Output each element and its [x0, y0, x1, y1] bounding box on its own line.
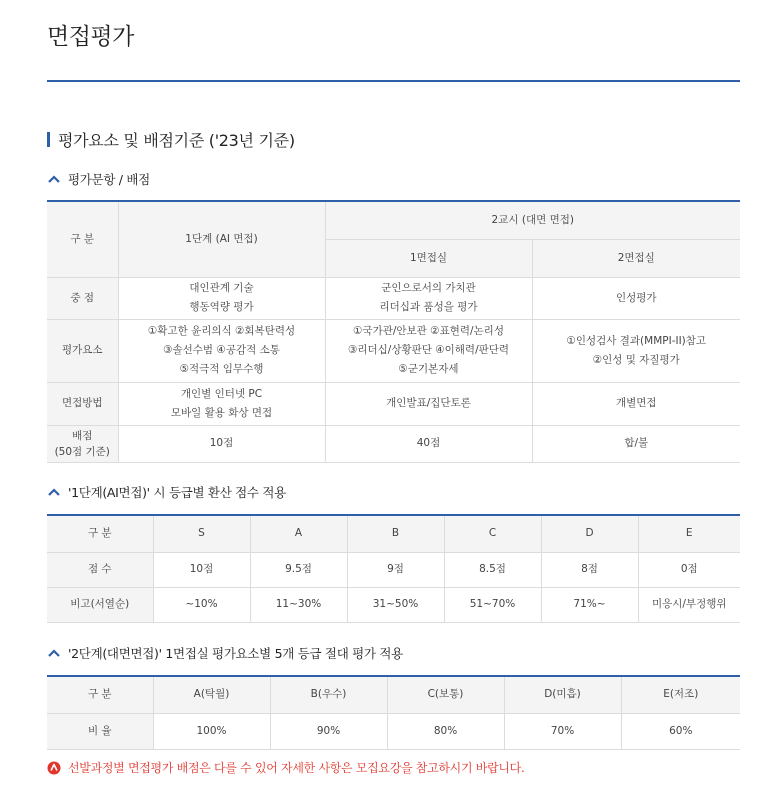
table-cell [118, 277, 325, 319]
table-cell [325, 277, 532, 319]
scoring-table [47, 200, 740, 463]
table-header-category: 구 분 [47, 201, 118, 277]
row-label: 점 수 [47, 552, 153, 587]
cell-line: 군인으로서의 가치관 [381, 282, 476, 294]
cell-line: 개별면접 [615, 397, 657, 409]
cell-line: 인성평가 [615, 291, 657, 304]
table-cell [532, 277, 740, 319]
table-cell: 9.5점 [250, 552, 347, 587]
row-label [47, 425, 118, 462]
table-cell: 0점 [638, 552, 740, 587]
table-header-cell: E [638, 515, 740, 552]
table-row [47, 277, 740, 319]
table-cell [532, 319, 740, 382]
table-cell [118, 319, 325, 382]
table-header-cell: B(우수) [270, 676, 387, 713]
table-header-cell: C [444, 515, 541, 552]
cell-line: ①확고한 윤리의식 ②회복탄력성 [147, 325, 296, 337]
table-cell: 40점 [325, 425, 532, 462]
row-label: 중 점 [47, 277, 118, 319]
table-cell [532, 382, 740, 425]
section-title-text: 평가요소 및 배점기준 ('23년 기준) [58, 131, 295, 150]
table-header-cell: D [541, 515, 638, 552]
table-header-stage2: 2교시 (대면 면접) [325, 201, 740, 239]
table-header-room2: 2면접실 [532, 239, 740, 277]
chevron-up-icon [47, 648, 61, 658]
table-header-cell: S [153, 515, 250, 552]
footer-note-text: 선발과정별 면접평가 배점은 다를 수 있어 자세한 사항은 모집요강을 참고하시기 바랍니다. [68, 761, 525, 775]
table-cell: 합/불 [532, 425, 740, 462]
table-cell: ~10% [153, 587, 250, 622]
table-cell: 51~70% [444, 587, 541, 622]
cell-line: 행동역량 평가 [189, 301, 254, 313]
table-cell [325, 319, 532, 382]
page-title: 면접평가 [47, 24, 134, 50]
subsection-title-face-grades [47, 644, 403, 662]
cell-line: 개인발표/집단토론 [386, 397, 471, 409]
table-header-cell: A [250, 515, 347, 552]
table-cell: 8.5점 [444, 552, 541, 587]
table-row [47, 587, 740, 622]
table-cell: 10점 [118, 425, 325, 462]
table-header-cell: 구 분 [47, 515, 153, 552]
cell-line: 모바일 활용 화상 면접 [170, 406, 273, 419]
cell-line: ③리더십/상황판단 ④이해력/판단력 [347, 344, 510, 356]
footer-note [47, 759, 524, 776]
table-header-room1: 1면접실 [325, 239, 532, 277]
table-cell: 70% [504, 713, 621, 749]
table-row [47, 713, 740, 749]
table-cell: 미응시/부정행위 [638, 587, 740, 622]
subsection-title-scoring [47, 170, 150, 188]
subsection-title-text: '1단계(AI면접)' 시 등급별 환산 점수 적용 [68, 485, 286, 500]
table-cell: 100% [153, 713, 270, 749]
row-label-line: 배점 [72, 429, 93, 442]
table-cell: 9점 [347, 552, 444, 587]
section-bar-icon [47, 132, 50, 147]
cell-line: ⑤적극적 임무수행 [179, 363, 264, 375]
row-label: 비 율 [47, 713, 153, 749]
table-row [47, 382, 740, 425]
table-row [47, 425, 740, 462]
row-label: 비고(서열순) [47, 587, 153, 622]
cell-line: ②인성 및 자질평가 [592, 353, 680, 366]
table-cell: 80% [387, 713, 504, 749]
row-label: 평가요소 [47, 319, 118, 382]
table-cell [325, 382, 532, 425]
subsection-title-ai-grades [47, 483, 286, 501]
cell-line: 대인관계 기술 [189, 282, 254, 294]
table-cell: 71%~ [541, 587, 638, 622]
subsection-title-text: '2단계(대면면접)' 1면접실 평가요소별 5개 등급 절대 평가 적용 [68, 646, 403, 661]
table-row [47, 552, 740, 587]
table-cell: 31~50% [347, 587, 444, 622]
table-cell: 11~30% [250, 587, 347, 622]
cell-line: 개인별 인터넷 PC [180, 387, 263, 400]
subsection-title-text: 평가문항 / 배점 [68, 172, 150, 187]
table-header-row [47, 515, 740, 552]
table-cell: 10점 [153, 552, 250, 587]
row-label: 면접방법 [47, 382, 118, 425]
table-header-stage1: 1단계 (AI 면접) [118, 201, 325, 277]
table-header-cell: 구 분 [47, 676, 153, 713]
cell-line: 리더십과 품성을 평가 [379, 301, 478, 313]
caution-icon [47, 761, 61, 775]
table-header-cell: C(보통) [387, 676, 504, 713]
chevron-up-icon [47, 174, 61, 184]
table-header-cell: E(저조) [621, 676, 740, 713]
row-label-line: (50점 기준) [54, 445, 110, 458]
table-row [47, 319, 740, 382]
table-cell: 60% [621, 713, 740, 749]
table-cell: 90% [270, 713, 387, 749]
cell-line: ①인성검사 결과(MMPI-II)참고 [566, 334, 707, 347]
face-grade-table [47, 675, 740, 750]
table-cell: 8점 [541, 552, 638, 587]
title-divider [47, 80, 740, 82]
table-cell [118, 382, 325, 425]
cell-line: ①국가관/안보관 ②표현력/논리성 [353, 325, 504, 337]
chevron-up-icon [47, 487, 61, 497]
cell-line: ⑤군기본자세 [398, 363, 459, 375]
table-header-cell: D(미흡) [504, 676, 621, 713]
table-header-row [47, 676, 740, 713]
cell-line: ③솔선수범 ④공감적 소통 [163, 344, 280, 356]
ai-grade-table [47, 514, 740, 623]
table-header-cell: A(탁월) [153, 676, 270, 713]
table-header-cell: B [347, 515, 444, 552]
section-title [47, 128, 295, 151]
